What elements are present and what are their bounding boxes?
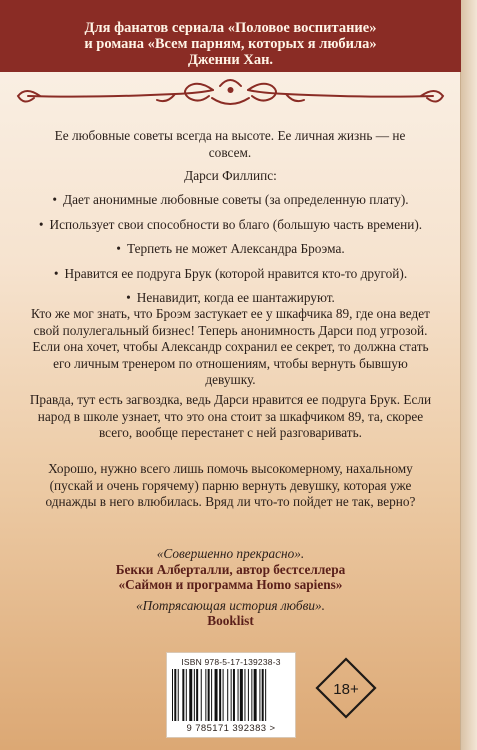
quote-2-text: «Потрясающая история любви». (136, 597, 325, 613)
header-banner (0, 0, 461, 72)
barcode-digits: 9 785171 392383 > (186, 723, 276, 734)
intro-text: Ее любовные советы всегда на высоте. Ее личная жизнь — не совсем. (54, 128, 406, 160)
bullet-icon: • (53, 265, 59, 281)
header-line-1: Для фанатов сериала «Половое воспитание» (84, 20, 377, 36)
quote-1-text: «Совершенно прекрасно». (156, 546, 305, 561)
body-paragraph-1: Кто же мог знать, что Броэм застукает ее у шкафчика 89, где она ведет свой полулегальный бизнес! Теперь анонимность Дарси под угрозой. Если она хочет, чтобы Александр сохранил ее секрет, то должна стать его личным тренером по отношениям, чтобы вернуть бывшую девушку. (31, 306, 430, 387)
bullet-icon: • (38, 216, 44, 232)
header-line-3: Дженни Хан. (187, 52, 274, 68)
bullet-icon: • (116, 241, 121, 256)
body-paragraph-3: Хорошо, нужно всего лишь помочь высокомерному, нахальному (пускай и очень горячему) парню вернуть девушку, которая уже однажды в него влюбилась. Вряд ли что-то пойдет не так, верно? (45, 461, 416, 509)
list-item-text: Использует свои способности во благо (большую часть времени). (49, 216, 423, 232)
decorative-divider-ornament (0, 72, 461, 114)
list-item-text: Терпеть не может Александра Броэма. (126, 241, 345, 256)
list-item (0, 192, 461, 217)
review-quotes (0, 546, 461, 629)
list-item-text: Нравится ее подруга Брук (которой нравится кто-то другой). (64, 265, 408, 281)
bullet-icon: • (52, 192, 58, 207)
bullet-icon: • (126, 290, 131, 305)
character-name: Дарси Филлипс: (184, 168, 277, 183)
age-rating-badge (314, 656, 378, 720)
quote-1-author-line-2: «Саймон и программа Homo sapiens» (118, 577, 343, 592)
barcode-icon (172, 669, 290, 721)
book-spine-edge (460, 0, 477, 750)
header-line-2: и романа «Всем парням, которых я любила» (84, 36, 377, 52)
quote-2-author: Booklist (207, 613, 254, 628)
isbn-text: ISBN 978-5-17-139238-3 (181, 657, 281, 667)
list-item (0, 241, 461, 266)
age-rating-text: 18+ (333, 681, 359, 698)
list-item-text: Дает анонимные любовные советы (за определенную плату). (63, 192, 409, 207)
barcode-label (166, 652, 296, 738)
traits-list (0, 192, 461, 315)
body-paragraph-2: Правда, тут есть загвоздка, ведь Дарси нравится ее подруга Брук. Если народ в школе узнает, что это она стоит за шкафчиком 89, та, скорее всего, вообще перестанет с ней разговаривать. (29, 392, 432, 440)
list-item (0, 266, 461, 291)
list-item-text: Ненавидит, когда ее шантажируют. (136, 290, 335, 305)
list-item (0, 217, 461, 242)
quote-1-author-line-1: Бекки Алберталли, автор бестселлера (115, 561, 346, 577)
